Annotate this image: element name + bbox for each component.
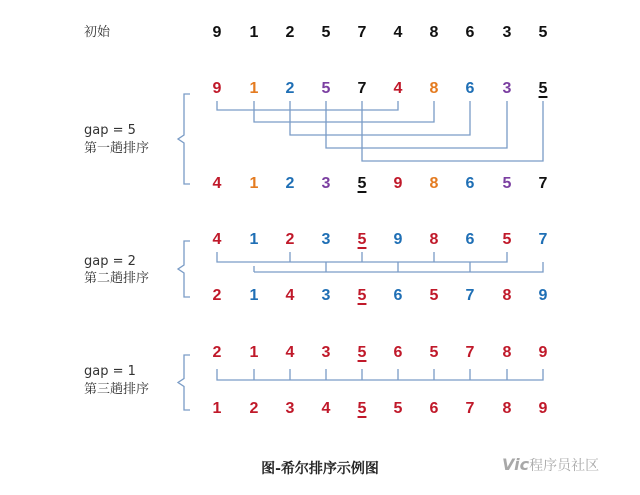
watermark	[502, 455, 599, 475]
pass-3-gap-label: gap = 1	[84, 364, 136, 379]
watermark-suffix: 程序员社区	[529, 458, 600, 474]
pass-1-after-value-3: 2	[285, 175, 295, 192]
pass-1-before-value-5: 7	[357, 80, 367, 97]
pass-2-before-value-10: 7	[538, 231, 548, 248]
pass-2-before-value-3: 2	[285, 231, 295, 248]
pass-3-before-value-8: 7	[465, 344, 475, 361]
pass-1-before-value-7: 8	[429, 80, 439, 97]
pass-3-after-value-1: 1	[212, 400, 222, 417]
pass-1-after-value-6: 9	[393, 175, 403, 192]
gap5-connector-4	[326, 101, 507, 148]
pass-2-after-value-7: 5	[429, 287, 439, 304]
pass-3-title: 第三趟排序	[84, 382, 150, 397]
initial-value-8: 6	[465, 24, 475, 41]
pass-2-gap-label: gap = 2	[84, 254, 136, 269]
pass-1-bracket	[178, 94, 190, 184]
pass-3-before-row	[0, 341, 640, 365]
gap5-connector-3	[290, 101, 470, 135]
pass-1-title: 第一趟排序	[84, 141, 150, 156]
pass-3-after-row	[0, 397, 640, 421]
pass-3-before-value-6: 6	[393, 344, 403, 361]
pass-2-after-value-3: 4	[285, 287, 295, 304]
pass-1-after-value-8: 6	[465, 175, 475, 192]
pass-1-after-value-4: 3	[321, 175, 331, 192]
pass-2-after-value-1: 2	[212, 287, 222, 304]
pass-3-before-value-1: 2	[212, 344, 222, 361]
pass-3-before-value-4: 3	[321, 344, 331, 361]
pass-1-before-value-4: 5	[321, 80, 331, 97]
pass-2-after-value-10: 9	[538, 287, 548, 304]
pass-1-before-value-3: 2	[285, 80, 295, 97]
pass-3-before-value-7: 5	[429, 344, 439, 361]
initial-value-10: 5	[538, 24, 548, 41]
pass-1-after-value-9: 5	[502, 175, 512, 192]
gap5-connector-2	[254, 101, 434, 122]
pass-2-before-value-4: 3	[321, 231, 331, 248]
pass-2-after-value-8: 7	[465, 287, 475, 304]
pass-2-after-value-5: 5	[357, 287, 367, 304]
pass-2-after-value-6: 6	[393, 287, 403, 304]
pass-3-before-value-3: 4	[285, 344, 295, 361]
pass-1-gap-label: gap = 5	[84, 123, 136, 138]
pass-2-after-value-4: 3	[321, 287, 331, 304]
pass-2-before-value-9: 5	[502, 231, 512, 248]
pass-3-after-value-6: 5	[393, 400, 403, 417]
watermark-text: Vic	[502, 455, 530, 474]
pass-2-after-value-9: 8	[502, 287, 512, 304]
pass-2-before-value-2: 1	[249, 231, 259, 248]
gap1-group	[217, 369, 543, 380]
pass-1-before-value-1: 9	[212, 80, 222, 97]
pass-1-before-value-10: 5	[538, 80, 548, 97]
pass-1-after-value-7: 8	[429, 175, 439, 192]
pass-2-before-value-8: 6	[465, 231, 475, 248]
pass-3-before-value-5: 5	[357, 344, 367, 361]
pass-1-before-value-8: 6	[465, 80, 475, 97]
pass-1-before-row	[0, 77, 640, 101]
initial-value-3: 2	[285, 24, 295, 41]
pass-1-before-value-9: 3	[502, 80, 512, 97]
initial-value-9: 3	[502, 24, 512, 41]
initial-value-4: 5	[321, 24, 331, 41]
pass-1-after-value-1: 4	[212, 175, 222, 192]
pass-2-after-row	[0, 284, 640, 308]
pass-1-after-value-10: 7	[538, 175, 548, 192]
gap5-connector-1	[217, 101, 398, 110]
pass-1-after-row	[0, 172, 640, 196]
pass-1-after-value-5: 5	[357, 175, 367, 192]
pass-1-before-value-6: 4	[393, 80, 403, 97]
pass-1-after-value-2: 1	[249, 175, 259, 192]
initial-value-1: 9	[212, 24, 222, 41]
pass-2-before-value-6: 9	[393, 231, 403, 248]
initial-value-5: 7	[357, 24, 367, 41]
pass-3-after-value-7: 6	[429, 400, 439, 417]
pass-3-after-value-4: 4	[321, 400, 331, 417]
initial-value-2: 1	[249, 24, 259, 41]
pass-2-title: 第二趟排序	[84, 271, 150, 286]
initial-value-7: 8	[429, 24, 439, 41]
pass-3-before-value-2: 1	[249, 344, 259, 361]
pass-2-before-value-7: 8	[429, 231, 439, 248]
pass-3-after-value-8: 7	[465, 400, 475, 417]
pass-3-before-value-9: 8	[502, 344, 512, 361]
pass-2-before-row	[0, 228, 640, 252]
pass-2-before-value-1: 4	[212, 231, 222, 248]
pass-2-before-value-5: 5	[357, 231, 367, 248]
pass-2-after-value-2: 1	[249, 287, 259, 304]
figure-caption: 图-希尔排序示例图	[261, 461, 379, 477]
pass-3-after-value-5: 5	[357, 400, 367, 417]
initial-value-6: 4	[393, 24, 403, 41]
initial-row	[0, 21, 640, 45]
pass-1-before-value-2: 1	[249, 80, 259, 97]
pass-3-after-value-10: 9	[538, 400, 548, 417]
pass-3-after-value-3: 3	[285, 400, 295, 417]
pass-3-before-value-10: 9	[538, 344, 548, 361]
pass-3-after-value-9: 8	[502, 400, 512, 417]
initial-label: 初始	[84, 25, 111, 40]
pass-3-after-value-2: 2	[249, 400, 259, 417]
